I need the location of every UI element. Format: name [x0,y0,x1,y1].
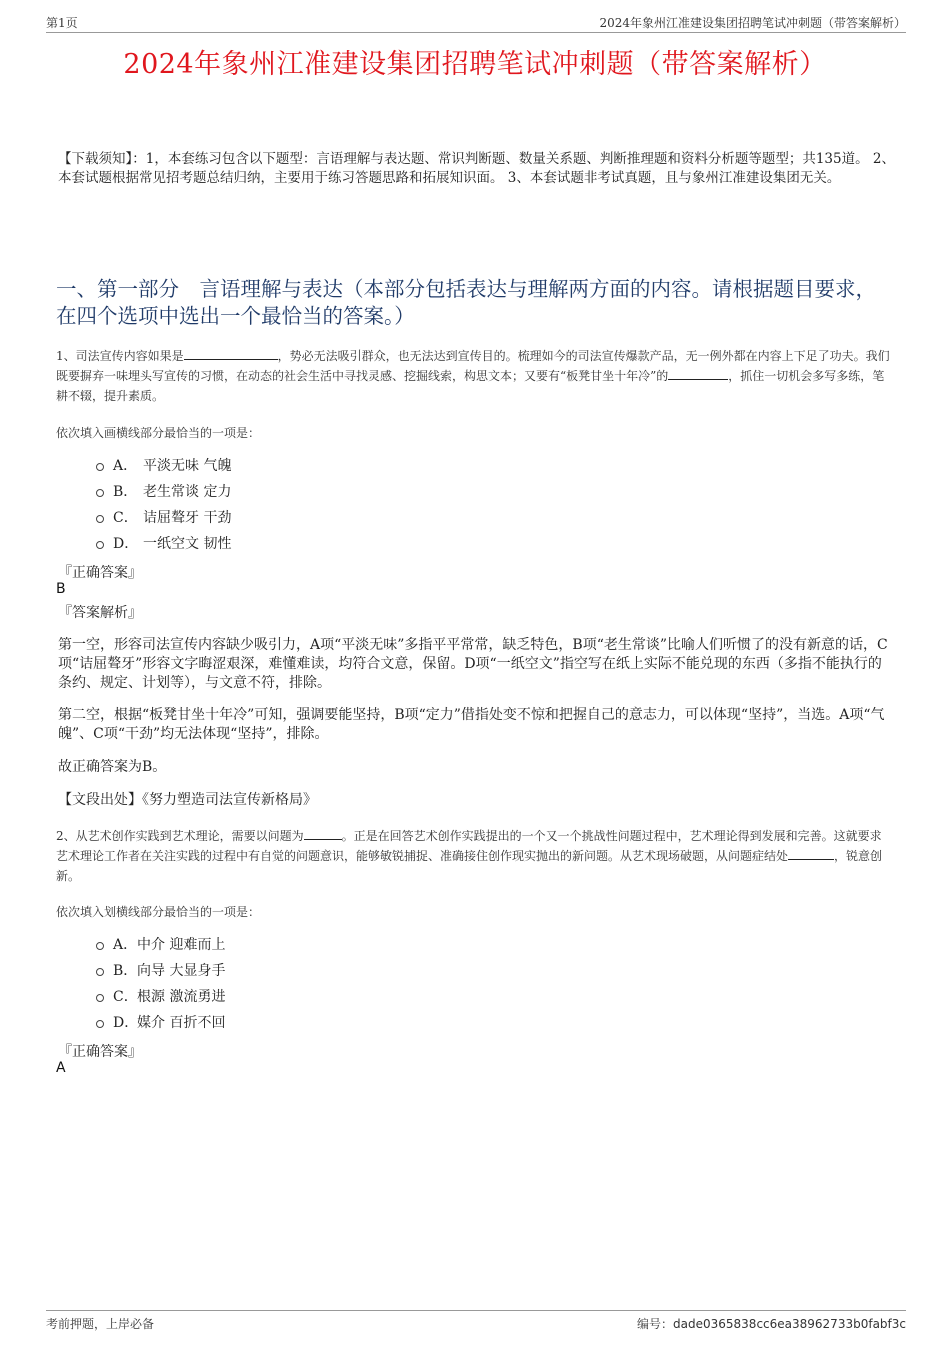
option-c[interactable] [96,504,231,530]
question-1-prompt: 依次填入画横线部分最恰当的一项是： [56,426,261,440]
option-text: 根源 激流勇进 [137,989,226,1005]
radio-button-icon[interactable] [96,541,104,549]
question-2-text-c: ，锐意创新。 [56,849,883,883]
option-letter: D． [113,536,139,552]
page-footer [46,1310,906,1331]
option-text: 中介 迎难而上 [137,937,226,953]
download-notice: 【下载须知】：1，本套练习包含以下题型：言语理解与表达题、常识判断题、数量关系题、判断推理题和资料分析题等题型；共135道。 2、本套试题根据常见招考题总结归纳，主要用于练习答题思路和拓展知识面。 3、本套试题非考试真题，且与象州江准建设集团无关。 [58,151,895,186]
option-b[interactable] [96,478,231,504]
option-d[interactable] [96,530,231,556]
analysis-label: 『答案解析』 [58,605,142,621]
fill-blank [184,346,278,360]
radio-button-icon[interactable] [96,968,104,976]
radio-button-icon[interactable] [96,942,104,950]
option-text: 诘屈聱牙 干劲 [143,510,232,526]
question-2-text-b: 。正是在回答艺术创作实践提出的一个又一个挑战性问题过程中，艺术理论得到发展和完善。这就要求艺术理论工作者在关注实践的过程中有自觉的问题意识，能够敏锐捕捉、准确接住创作现实抛出的新问题。从艺术现场破题，从问题症结处 [56,829,882,863]
question-1-options [96,452,231,556]
option-text: 一纸空文 韧性 [143,536,232,552]
fill-blank [668,366,728,380]
option-c[interactable] [96,983,225,1009]
answer-value: A [56,1060,66,1076]
analysis-paragraph-2: 第二空，根据“板凳甘坐十年冷”可知，强调要能坚持，B项“定力”借指处变不惊和把握自己的意志力，可以体现“坚持”，当选。A项“气魄”、C项“干劲”均无法体现“坚持”，排除。 [58,707,885,742]
option-letter: A． [113,458,138,474]
fill-blank [788,846,834,860]
option-letter: B． [113,484,138,500]
option-letter: C． [113,989,138,1005]
question-2-prompt: 依次填入划横线部分最恰当的一项是： [56,905,261,919]
analysis-paragraph-1: 第一空，形容司法宣传内容缺少吸引力，A项“平淡无味”多指平平常常，缺乏特色，B项“老生常谈”比喻人们听惯了的没有新意的话，C项“诘屈聱牙”形容文字晦涩艰深，难懂难读，均符合文意，保留。D项“一纸空文”指空写在纸上实际不能兑现的东西（多指不能执行的条约、规定、计划等），与文意不符，排除。 [58,637,888,691]
question-1-text-a: 1、司法宣传内容如果是 [56,349,184,363]
question-2-options [96,931,225,1035]
option-a[interactable] [96,931,225,957]
section-heading: 一、第一部分 言语理解与表达（本部分包括表达与理解两方面的内容。请根据题目要求，在四个选项中选出一个最恰当的答案。） [56,277,876,328]
question-1-stem [56,346,892,406]
document-code [637,1315,906,1332]
radio-button-icon[interactable] [96,515,104,523]
radio-button-icon[interactable] [96,994,104,1002]
question-1-text-b: ，势必无法吸引群众，也无法达到宣传目的。梳理如今的司法宣传爆款产品，无一例外都在内容上下足了功夫。我们既要摒弃一味埋头写宣传的习惯，在动态的社会生活中寻找灵感、挖掘线索，构思文本；又要有“板凳甘坐十年冷”的 [56,349,890,383]
option-a[interactable] [96,452,231,478]
page-number: 第1页 [46,16,78,30]
question-2-stem [56,826,892,886]
analysis-conclusion: 故正确答案为B。 [58,759,167,775]
question-2-text-a: 2、从艺术创作实践到艺术理论，需要以问题为 [56,829,304,843]
option-text: 平淡无味 气魄 [143,458,232,474]
document-title: 2024年象州江准建设集团招聘笔试冲刺题（带答案解析） [123,49,827,80]
code-label: 编号： [637,1317,674,1331]
radio-button-icon[interactable] [96,463,104,471]
answer-label: 『正确答案』 [58,1044,142,1060]
option-d[interactable] [96,1009,225,1035]
option-letter: A． [113,937,138,953]
option-b[interactable] [96,957,225,983]
option-letter: B． [113,963,138,979]
fill-blank [304,826,342,840]
answer-value: B [56,581,66,597]
answer-label: 『正确答案』 [58,565,142,581]
option-text: 媒介 百折不回 [137,1015,226,1031]
radio-button-icon[interactable] [96,489,104,497]
footer-slogan: 考前押题，上岸必备 [46,1317,155,1331]
question-1-text-c: ，抓住一切机会多写多练，笔耕不辍，提升素质。 [56,369,885,403]
page-header [46,14,906,33]
radio-button-icon[interactable] [96,1020,104,1028]
option-letter: C． [113,510,138,526]
option-text: 老生常谈 定力 [143,484,232,500]
source-citation: 【文段出处】《努力塑造司法宣传新格局》 [58,792,317,808]
code-value: dade0365838cc6ea38962733b0fabf3c [673,1317,906,1331]
option-letter: D． [113,1015,139,1031]
header-doc-title: 2024年象州江准建设集团招聘笔试冲刺题（带答案解析） [599,16,906,30]
option-text: 向导 大显身手 [137,963,226,979]
